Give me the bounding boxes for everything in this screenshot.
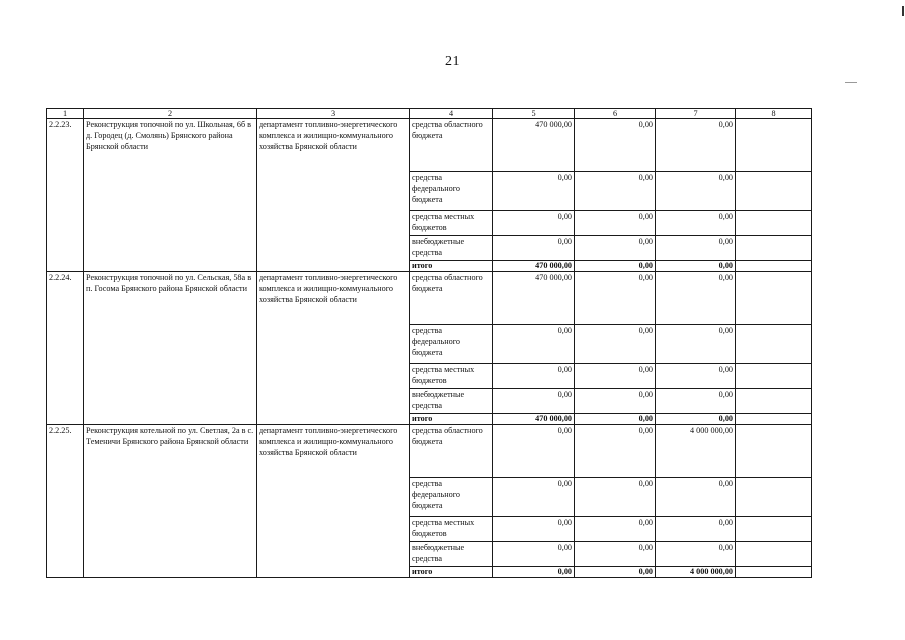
total-col6: 0,00: [575, 414, 656, 425]
funding-source: средства областного бюджета: [410, 425, 493, 478]
header-cell: 7: [656, 109, 736, 119]
amount-col7: 0,00: [656, 119, 736, 172]
amount-col7: 0,00: [656, 389, 736, 414]
amount-col7: 0,00: [656, 364, 736, 389]
amount-col7: 0,00: [656, 272, 736, 325]
table-row: [47, 272, 812, 325]
empty-col8: [736, 172, 812, 211]
empty-col8: [736, 261, 812, 272]
funding-source: внебюджетные средства: [410, 236, 493, 261]
item-code: 2.2.23.: [47, 119, 84, 272]
amount-col5: 0,00: [493, 389, 575, 414]
amount-col7: 0,00: [656, 542, 736, 567]
empty-col8: [736, 478, 812, 517]
header-row: [47, 109, 812, 119]
total-label: итого: [410, 567, 493, 578]
amount-col5: 0,00: [493, 236, 575, 261]
empty-col8: [736, 364, 812, 389]
item-name: Реконструкция котельной по ул. Светлая, 2а в с. Теменичи Брянского района Брянской области: [84, 425, 257, 578]
header-cell: 2: [84, 109, 257, 119]
amount-col6: 0,00: [575, 325, 656, 364]
header-cell: 5: [493, 109, 575, 119]
funding-source: средства местных бюджетов: [410, 364, 493, 389]
header-cell: 1: [47, 109, 84, 119]
header-cell: 6: [575, 109, 656, 119]
total-col7: 4 000 000,00: [656, 567, 736, 578]
amount-col5: 0,00: [493, 172, 575, 211]
amount-col7: 0,00: [656, 236, 736, 261]
funding-source: средства областного бюджета: [410, 119, 493, 172]
empty-col8: [736, 414, 812, 425]
funding-source: средства местных бюджетов: [410, 517, 493, 542]
amount-col5: 0,00: [493, 364, 575, 389]
amount-col6: 0,00: [575, 517, 656, 542]
header-cell: 8: [736, 109, 812, 119]
empty-col8: [736, 567, 812, 578]
amount-col5: 470 000,00: [493, 272, 575, 325]
empty-col8: [736, 272, 812, 325]
funding-source: внебюджетные средства: [410, 542, 493, 567]
item-code: 2.2.24.: [47, 272, 84, 425]
empty-col8: [736, 517, 812, 542]
funding-source: средства местных бюджетов: [410, 211, 493, 236]
total-col7: 0,00: [656, 261, 736, 272]
amount-col7: 0,00: [656, 325, 736, 364]
amount-col5: 0,00: [493, 211, 575, 236]
amount-col6: 0,00: [575, 478, 656, 517]
amount-col7: 0,00: [656, 172, 736, 211]
empty-col8: [736, 425, 812, 478]
amount-col7: 0,00: [656, 478, 736, 517]
empty-col8: [736, 542, 812, 567]
amount-col6: 0,00: [575, 389, 656, 414]
amount-col5: 0,00: [493, 478, 575, 517]
funding-source: средства федерального бюджета: [410, 325, 493, 364]
empty-col8: [736, 389, 812, 414]
amount-col7: 0,00: [656, 211, 736, 236]
empty-col8: [736, 325, 812, 364]
amount-col6: 0,00: [575, 119, 656, 172]
budget-table: [46, 108, 812, 578]
total-col5: 470 000,00: [493, 414, 575, 425]
funding-source: средства областного бюджета: [410, 272, 493, 325]
item-name: Реконструкция топочной по ул. Школьная, 6б в д. Городец (д. Смолянь) Брянского района Брянской области: [84, 119, 257, 272]
amount-col6: 0,00: [575, 172, 656, 211]
empty-col8: [736, 119, 812, 172]
amount-col6: 0,00: [575, 236, 656, 261]
empty-col8: [736, 236, 812, 261]
amount-col7: 0,00: [656, 517, 736, 542]
empty-col8: [736, 211, 812, 236]
amount-col5: 0,00: [493, 325, 575, 364]
amount-col5: 470 000,00: [493, 119, 575, 172]
funding-source: средства федерального бюджета: [410, 172, 493, 211]
amount-col5: 0,00: [493, 517, 575, 542]
total-col6: 0,00: [575, 567, 656, 578]
total-col5: 0,00: [493, 567, 575, 578]
header-cell: 3: [257, 109, 410, 119]
amount-col6: 0,00: [575, 364, 656, 389]
scan-edge-mark: [902, 6, 904, 16]
amount-col6: 0,00: [575, 272, 656, 325]
total-col7: 0,00: [656, 414, 736, 425]
total-col6: 0,00: [575, 261, 656, 272]
scan-edge-mark: [845, 82, 857, 83]
total-label: итого: [410, 261, 493, 272]
total-label: итого: [410, 414, 493, 425]
amount-col7: 4 000 000,00: [656, 425, 736, 478]
amount-col6: 0,00: [575, 211, 656, 236]
table-row: [47, 119, 812, 172]
funding-source: внебюджетные средства: [410, 389, 493, 414]
item-code: 2.2.25.: [47, 425, 84, 578]
header-cell: 4: [410, 109, 493, 119]
item-name: Реконструкция топочной по ул. Сельская, 58а в п. Госома Брянского района Брянской области: [84, 272, 257, 425]
total-col5: 470 000,00: [493, 261, 575, 272]
amount-col5: 0,00: [493, 425, 575, 478]
amount-col6: 0,00: [575, 425, 656, 478]
item-department: департамент топливно-энергетического комплекса и жилищно-коммунального хозяйства Брянской области: [257, 425, 410, 578]
funding-source: средства федерального бюджета: [410, 478, 493, 517]
page-number: 21: [445, 54, 460, 69]
item-department: департамент топливно-энергетического комплекса и жилищно-коммунального хозяйства Брянской области: [257, 272, 410, 425]
amount-col6: 0,00: [575, 542, 656, 567]
item-department: департамент топливно-энергетического комплекса и жилищно-коммунального хозяйства Брянской области: [257, 119, 410, 272]
table-row: [47, 425, 812, 478]
amount-col5: 0,00: [493, 542, 575, 567]
